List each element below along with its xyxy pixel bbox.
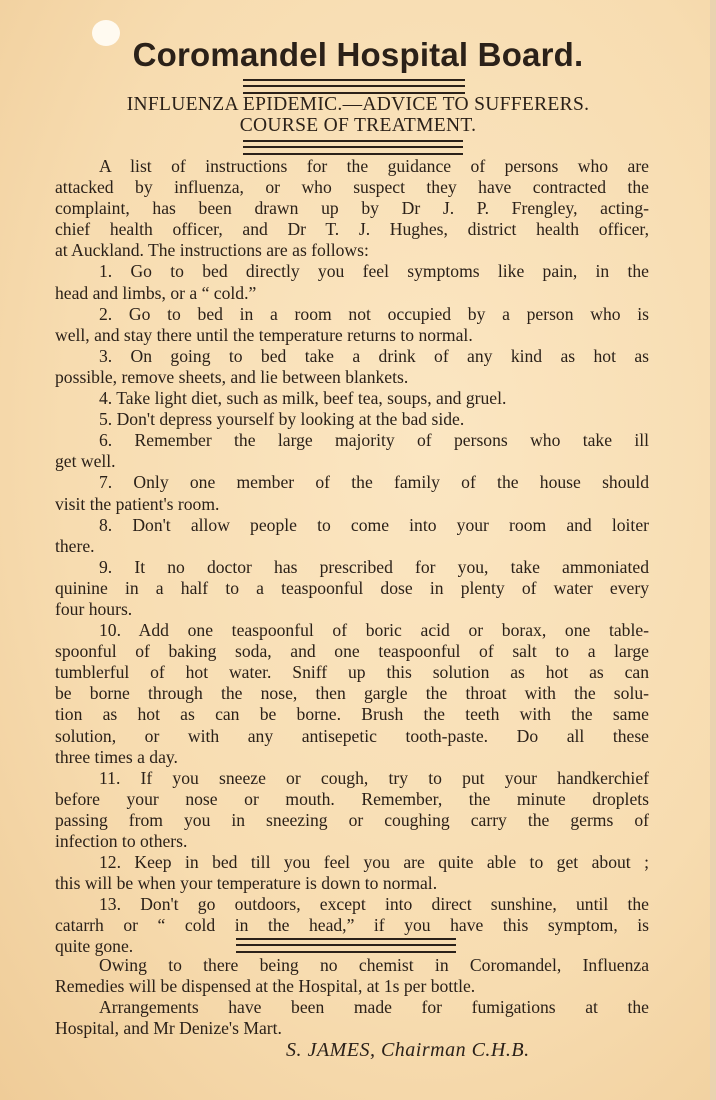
- text-line: infection to others.: [55, 831, 188, 851]
- paragraph: [55, 955, 649, 997]
- text-line: 9. It no doctor has prescribed for you, take ammoniated: [99, 556, 649, 577]
- paragraph: [55, 156, 649, 261]
- text-line: 10. Add one teaspoonful of boric acid or borax, one table-: [99, 620, 649, 641]
- text-line: head and limbs, or a “ cold.”: [55, 282, 257, 303]
- text-line: well, and stay there until the temperature returns to normal.: [55, 324, 473, 345]
- paragraph: [55, 620, 649, 768]
- text-line: A list of instructions for the guidance of persons who are: [99, 156, 649, 176]
- title-rule: [243, 79, 465, 94]
- heading-line-1: INFLUENZA EPIDEMIC.—ADVICE TO SUFFERERS.: [126, 94, 590, 115]
- text-line: be borne through the nose, then gargle the throat with the solu-: [55, 683, 649, 704]
- signature: S. JAMES, Chairman C.H.B.: [286, 1039, 530, 1061]
- paragraph: [55, 768, 649, 852]
- text-line: possible, remove sheets, and lie between blankets.: [55, 366, 409, 387]
- text-line: before your nose or mouth. Remember, the minute droplets: [55, 788, 649, 809]
- paragraph: [55, 472, 649, 514]
- document-title: Coromandel Hospital Board.: [132, 36, 584, 73]
- text-line: solution, or with any antisepetic tooth-paste. Do all these: [55, 725, 649, 746]
- text-line: 7. Only one member of the family of the house should: [99, 472, 649, 493]
- text-line: Arrangements have been made for fumigations at the: [99, 997, 649, 1018]
- paragraph: [55, 388, 649, 409]
- text-line: get well.: [55, 451, 116, 472]
- paragraph: [55, 261, 649, 303]
- paragraph: [55, 515, 649, 557]
- text-line: 8. Don't allow people to come into your room and loiter: [99, 514, 649, 535]
- text-line: there.: [55, 535, 95, 556]
- paragraph: [55, 304, 649, 346]
- text-line: chief health officer, and Dr T. J. Hughes, district health officer,: [55, 219, 649, 240]
- text-line: spoonful of baking soda, and one teaspoonful of salt to a large: [55, 641, 649, 662]
- text-line: four hours.: [55, 598, 133, 619]
- text-line: Owing to there being no chemist in Coromandel, Influenza: [99, 955, 649, 975]
- text-line: 6. Remember the large majority of persons who take ill: [99, 430, 649, 451]
- paragraph: [55, 409, 649, 430]
- text-line: this will be when your temperature is down to normal.: [55, 873, 438, 894]
- paragraph: [55, 557, 649, 620]
- text-line: quinine in a half to a teaspoonful dose in plenty of water every: [55, 577, 649, 598]
- paragraph: [55, 997, 649, 1039]
- text-line: 1. Go to bed directly you feel symptoms like pain, in the: [99, 261, 649, 282]
- section-rule: [236, 938, 456, 953]
- page-edge: [710, 0, 716, 1100]
- heading-line-2: COURSE OF TREATMENT.: [239, 115, 477, 136]
- text-line: tumblerful of hot water. Sniff up this solution as hot as can: [55, 662, 649, 683]
- text-line: complaint, has been drawn up by Dr J. P. Frengley, acting-: [55, 198, 649, 219]
- text-line: visit the patient's room.: [55, 493, 220, 514]
- paragraph: [55, 346, 649, 388]
- text-line: tion as hot as can be borne. Brush the teeth with the same: [55, 704, 649, 725]
- text-line: three times a day.: [55, 746, 178, 767]
- text-line: catarrh or “ cold in the head,” if you have this symptom, is: [55, 915, 649, 936]
- text-line: 2. Go to bed in a room not occupied by a person who is: [99, 303, 649, 324]
- text-line: attacked by influenza, or who suspect they have contracted the: [55, 177, 649, 198]
- paragraph: [55, 852, 649, 894]
- text-line: 13. Don't go outdoors, except into direct sunshine, until the: [99, 894, 649, 915]
- instructions-body: [55, 156, 649, 958]
- text-line: 4. Take light diet, such as milk, beef tea, soups, and gruel.: [99, 388, 507, 409]
- paragraph: [55, 430, 649, 472]
- text-line: 12. Keep in bed till you feel you are quite able to get about ;: [99, 852, 649, 873]
- text-line: 5. Don't depress yourself by looking at the bad side.: [99, 409, 465, 430]
- text-line: quite gone.: [55, 936, 134, 957]
- text-line: passing from you in sneezing or coughing carry the germs of: [55, 809, 649, 830]
- text-line: Hospital, and Mr Denize's Mart.: [55, 1018, 282, 1039]
- heading-rule: [243, 140, 463, 155]
- footer-notes: [55, 955, 649, 1039]
- text-line: at Auckland. The instructions are as follows:: [55, 240, 369, 261]
- text-line: Remedies will be dispensed at the Hospital, at 1s per bottle.: [55, 976, 476, 997]
- text-line: 11. If you sneeze or cough, try to put your handkerchief: [99, 767, 649, 788]
- text-line: 3. On going to bed take a drink of any kind as hot as: [99, 345, 649, 366]
